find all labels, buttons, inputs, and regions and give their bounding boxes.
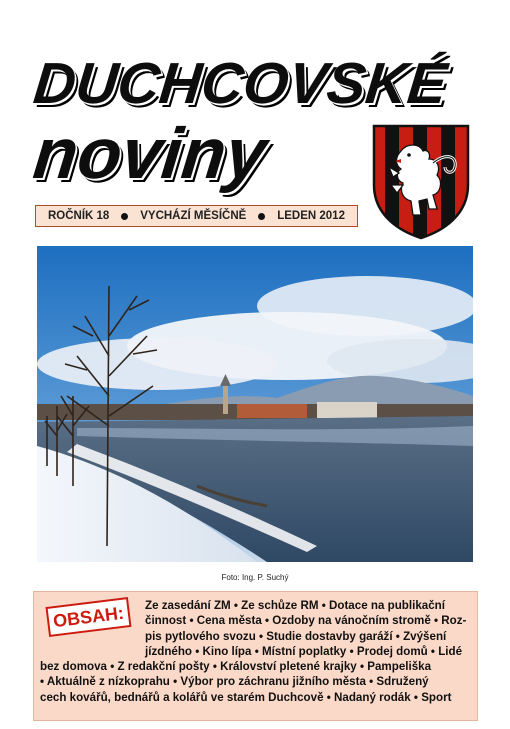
contents-line: cech kovářů, bednářů a kolářů ve starém Duchcově • Nadaný rodák • Sport [40,690,452,704]
contents-line: • Aktuálně z nízkoprahu • Výbor pro záchranu jižního města • Sdružený [40,675,429,689]
contents-list [40,598,472,720]
bullet-icon [258,213,265,220]
issue-date-label: LEDEN 2012 [277,210,345,222]
cover-photo [37,246,473,562]
frequency-label: VYCHÁZÍ MĚSÍČNĚ [140,210,247,222]
contents-line: činnost • Cena města • Ozdoby na vánočním stromě • Roz- [145,614,467,628]
lion-coat-of-arms-icon [371,123,471,240]
contents-line: pis pytlového svozu • Studie dostavby garáží • Zvýšení [145,629,447,643]
bullet-icon [121,213,128,220]
issue-info-bar [35,205,358,227]
contents-label: OBSAH: [45,597,131,637]
masthead-title: DUCHCOVSKÉ [30,51,450,116]
contents-line: jízdného • Kino lípa • Místní poplatky • Prodej domů • Lidé [145,644,463,658]
volume-label: ROČNÍK 18 [47,210,110,222]
contents-line: bez domova • Z redakční pošty • Království pletené krajky • Pampeliška [40,660,432,674]
contents-line: Ze zasedání ZM • Ze schůze RM • Dotace na publikační [145,599,445,612]
masthead-subtitle: noviny [29,114,271,194]
photo-caption: Foto: Ing. P. Suchý [221,573,289,582]
